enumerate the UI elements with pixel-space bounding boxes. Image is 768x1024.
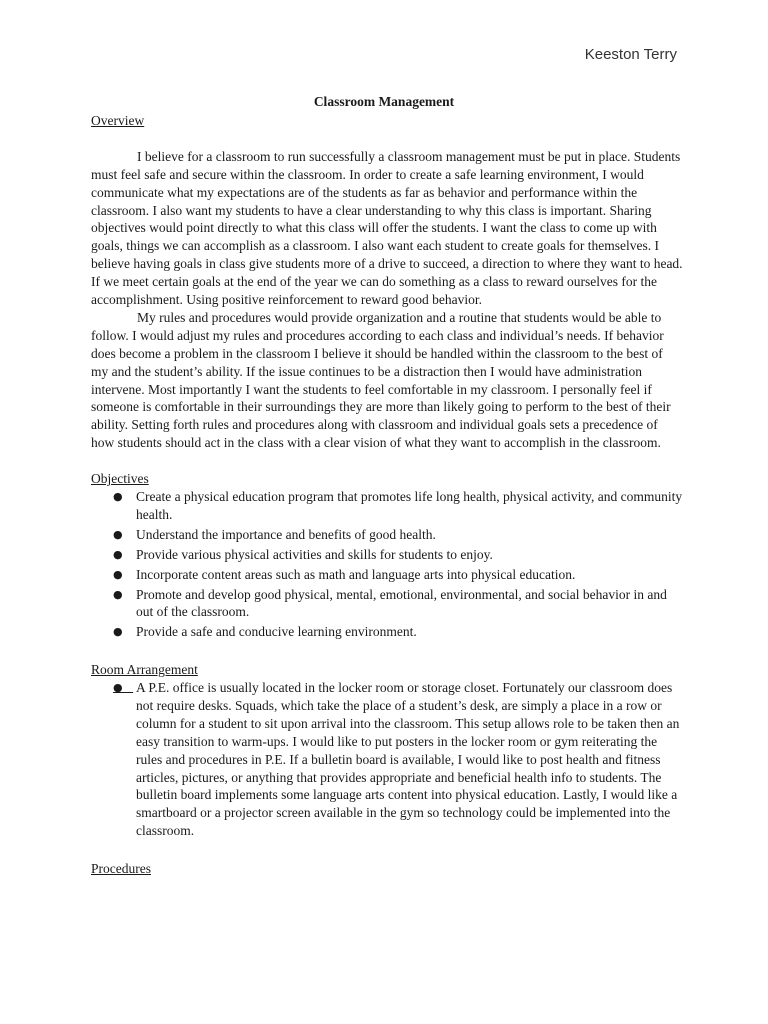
bullet-icon: ● xyxy=(113,567,123,581)
list-item xyxy=(91,566,683,584)
document-body xyxy=(91,112,683,878)
objective-text: Create a physical education program that promotes life long health, physical activity, and community health. xyxy=(136,489,683,522)
objectives-heading: Objectives xyxy=(91,471,149,487)
spacer xyxy=(91,452,683,470)
spacer xyxy=(91,643,683,661)
bullet-icon: ● xyxy=(113,490,123,503)
procedures-heading: Procedures xyxy=(91,861,151,877)
objective-text: Understand the importance and benefits of good health. xyxy=(136,526,436,542)
objectives-list xyxy=(91,488,683,641)
list-item xyxy=(91,679,683,840)
spacer xyxy=(91,842,683,860)
overview-heading: Overview xyxy=(91,113,145,128)
bullet-icon: ● xyxy=(113,625,123,639)
author-name: Keeston Terry xyxy=(584,46,677,63)
list-item xyxy=(91,586,683,622)
bullet-icon: ● xyxy=(113,547,123,561)
list-item xyxy=(91,488,683,524)
room-arrangement-heading: Room Arrangement xyxy=(91,662,198,678)
objective-text: Promote and develop good physical, mental, emotional, environmental, and social behavior in and out of the classroom. xyxy=(136,586,667,620)
objective-text: Provide various physical activities and skills for students to enjoy. xyxy=(136,546,493,562)
list-item xyxy=(91,546,683,564)
bullet-icon: ● xyxy=(113,587,123,601)
objective-text: Incorporate content areas such as math and language arts into physical education. xyxy=(136,566,576,582)
room-arrangement-list xyxy=(91,679,683,840)
bullet-icon: ● xyxy=(113,527,123,541)
overview-paragraph-1: I believe for a classroom to run successfully a classroom management must be put in place. Students must feel safe and secure within the classroom. In order to create a safe learning environment, I would communicate what my expectations are of the students as far as behavior and performance within the classroom. I also want my students to have a clear understanding to why this class is important. Sharing objectives would point directly to what this class will offer the students. I want the class to come up with goals, things we can accomplish as a classroom. I also want each student to create goals for themselves. I believe having goals in class give students more of a drive to succeed, a direction to where they want to head. If we meet certain goals at the end of the year we can do something as a class to reward ourselves for the accomplishment. Using positive reinforcement to reward good behavior. xyxy=(91,148,683,308)
list-item xyxy=(91,623,683,641)
objective-text: Provide a safe and conducive learning environment. xyxy=(136,624,417,640)
document-title: Classroom Management xyxy=(313,94,455,109)
overview-paragraph-2: My rules and procedures would provide organization and a routine that students would be able to follow. I would adjust my rules and procedures according to each class and individual’s needs. If behavior does become a problem in the classroom I believe it should be handled within the classroom to the best of my and the student’s ability. If the issue continues to be a distraction then I would have administration intervene. Most importantly I want the students to feel comfortable in my classroom. I personally feel if someone is comfortable in their surroundings they are more than likely going to perform to the best of their ability. Setting forth rules and procedures along with classroom and individual goals sets a precedence of how students should act in the class with a clear vision of what they want to accomplish in the classroom. xyxy=(91,309,671,451)
bullet-icon: ● xyxy=(113,681,134,695)
list-item xyxy=(91,526,683,544)
spacer xyxy=(91,130,683,148)
room-arrangement-text: A P.E. office is usually located in the locker room or storage closet. Fortunately our classroom does not require desks. Squads, which take the place of a student’s desk, are simply a place in a row or column for a student to sit upon arrival into the classroom. This setup allows role to be taken then an easy transition to warm-ups. I would like to put posters in the locker room or gym reiterating the rules and procedures in P.E. If a bulletin board is available, I would like to post health and fitness articles, pictures, or anything that provides appropriate and beneficial health info to students. The bulletin board implements some language arts content into physical education. Lastly, I would like a smartboard or a projector screen available in the gym so technology could be implemented into the classroom. xyxy=(136,680,680,839)
